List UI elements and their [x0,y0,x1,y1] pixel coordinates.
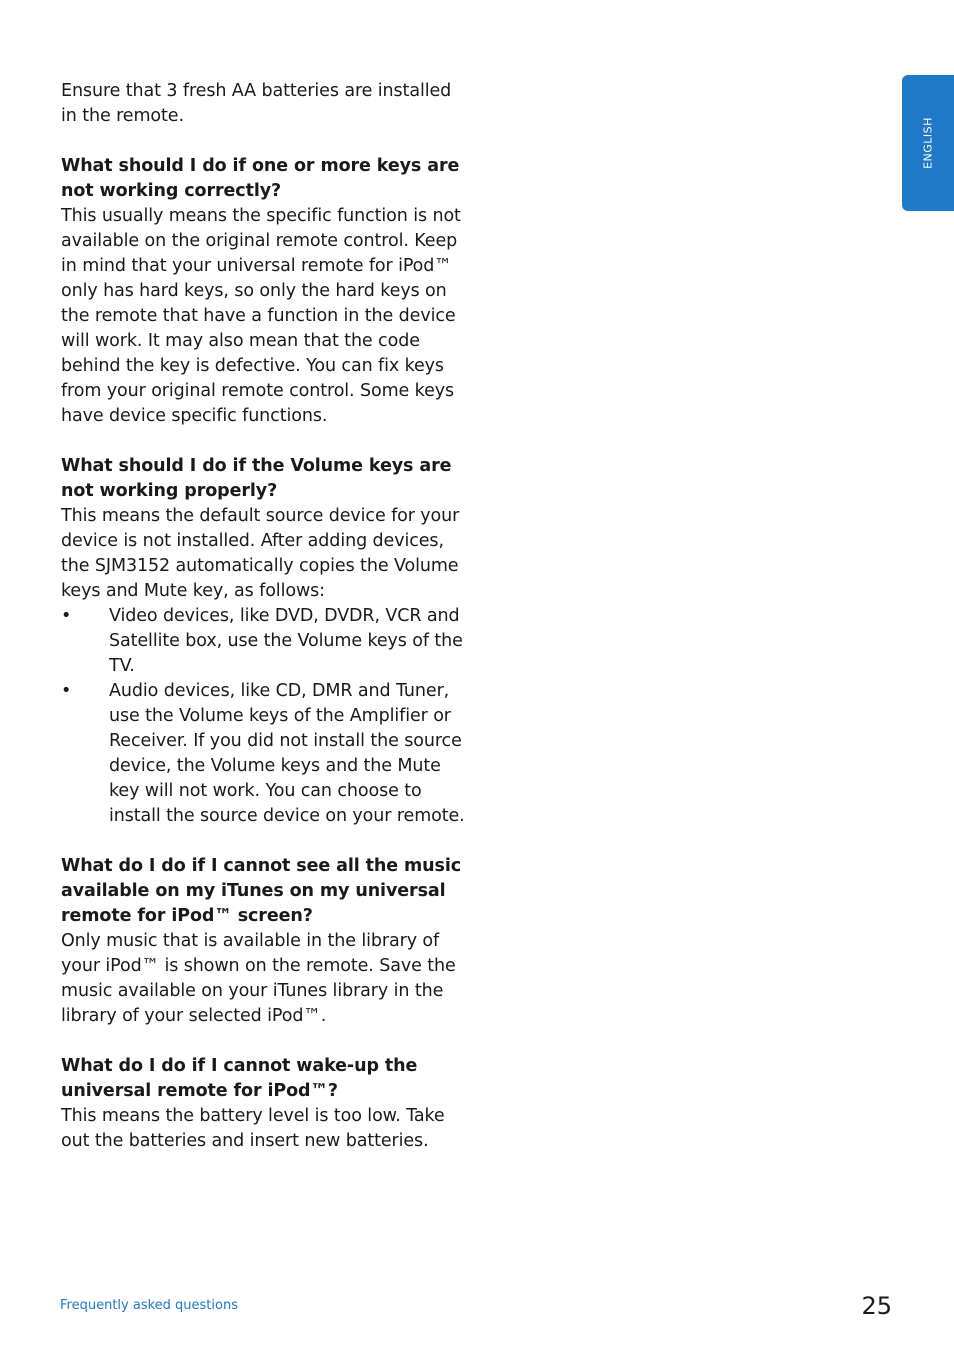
bullet-mark: • [61,606,72,626]
page-number: 25 [861,1292,892,1320]
language-tab [902,75,954,211]
faq-column [61,79,471,1154]
faq-question: What do I do if I cannot wake-up the universal remote for iPod™? [61,1056,418,1101]
bullet-list [61,604,471,829]
bullet-mark: • [61,681,72,701]
faq-answer: Only music that is available in the library of your iPod™ is shown on the remote. Save the music available on your iTunes library in the library of your selected iPod™. [61,931,456,1026]
faq-section-keys [61,154,471,429]
faq-answer: This means the battery level is too low. Take out the batteries and insert new batteries. [61,1106,445,1151]
footer-section-label: Frequently asked questions [60,1298,238,1313]
faq-answer: This means the default source device for your device is not installed. After adding devices, the SJM3152 automatically copies the Volume keys and Mute key, as follows: [61,506,460,601]
faq-section-wakeup [61,1054,471,1154]
faq-question: What do I do if I cannot see all the music available on my iTunes on my universal remote for iPod™ screen? [61,856,462,926]
faq-answer: This usually means the specific function is not available on the original remote control. Keep in mind that your universal remote for iPod™ only has hard keys, so only the hard keys on the remote that have a function in the device will work. It may also mean that the code behind the key is defective. You can fix keys from your original remote control. Some keys have device specific functions. [61,206,461,426]
list-item [61,679,471,829]
list-item-text: Video devices, like DVD, DVDR, VCR and Satellite box, use the Volume keys of the TV. [109,606,463,676]
list-item [61,604,471,679]
intro-paragraph: Ensure that 3 fresh AA batteries are installed in the remote. [61,81,452,126]
faq-question: What should I do if the Volume keys are not working properly? [61,456,452,501]
list-item-text: Audio devices, like CD, DMR and Tuner, use the Volume keys of the Amplifier or Receiver. If you did not install the source device, the Volume keys and the Mute key will not work. You can choose to install the source device on your remote. [109,681,465,826]
faq-section-itunes [61,854,471,1029]
faq-section-volume [61,454,471,829]
language-tab-label: ENGLISH [921,117,935,169]
faq-question: What should I do if one or more keys are not working correctly? [61,156,460,201]
